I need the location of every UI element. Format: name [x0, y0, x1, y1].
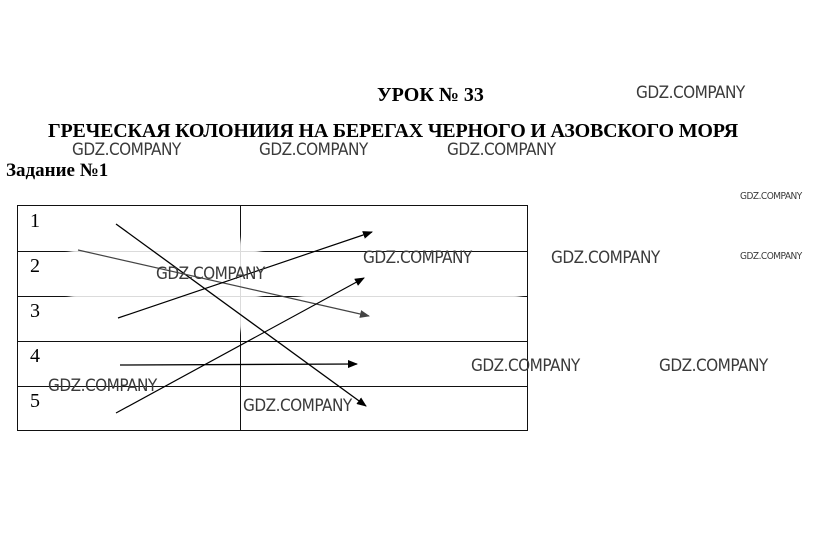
lesson-title: УРОК № 33	[377, 84, 484, 106]
watermark: GDZ.COMPANY	[471, 356, 580, 376]
watermark: GDZ.COMPANY	[659, 356, 768, 376]
watermark: GDZ.COMPANY	[156, 264, 265, 284]
watermark: GDZ.COMPANY	[72, 140, 181, 160]
watermark: GDZ.COMPANY	[740, 251, 802, 262]
watermark: GDZ.COMPANY	[48, 376, 157, 396]
watermark: GDZ.COMPANY	[740, 191, 802, 202]
watermark: GDZ.COMPANY	[363, 248, 472, 268]
watermark: GDZ.COMPANY	[636, 83, 745, 103]
row-number: 1	[30, 210, 40, 232]
row-number: 3	[30, 300, 40, 322]
task-label: Задание №1	[6, 160, 109, 181]
watermark: GDZ.COMPANY	[243, 396, 352, 416]
row-number: 5	[30, 390, 40, 412]
arrow-4-to-4	[120, 364, 357, 365]
row-number: 2	[30, 255, 40, 277]
watermark: GDZ.COMPANY	[259, 140, 368, 160]
topic-title: ГРЕЧЕСКАЯ КОЛОНИИЯ НА БЕРЕГАХ ЧЕРНОГО И АЗОВСКОГО МОРЯ	[48, 120, 738, 142]
row-number: 4	[30, 345, 40, 367]
watermark: GDZ.COMPANY	[551, 248, 660, 268]
watermark: GDZ.COMPANY	[447, 140, 556, 160]
